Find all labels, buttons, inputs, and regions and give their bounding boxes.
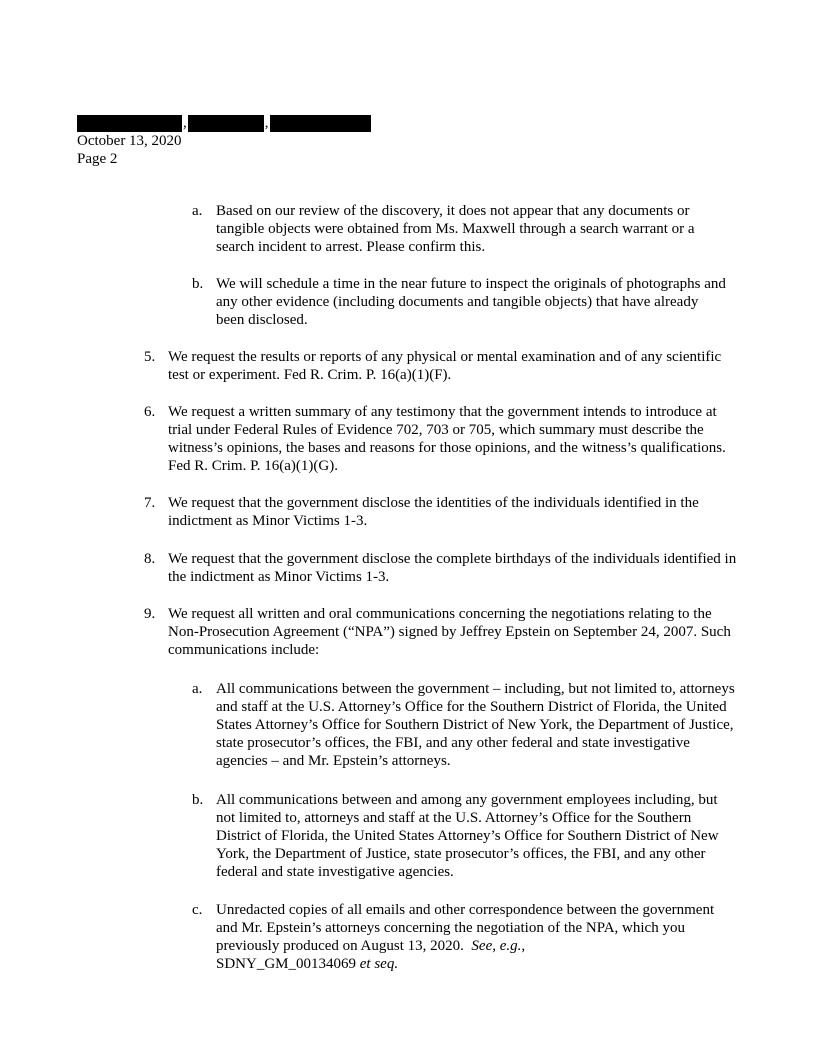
redaction-block — [188, 115, 264, 132]
sub-item-9b — [192, 791, 738, 881]
list-item-5 — [144, 348, 738, 384]
sub-item-text: Based on our review of the discovery, it does not appear that any documents or tangible objects were obtained from Ms. Maxwell through a search warrant or a search incident to arrest. Please confirm this. — [216, 203, 695, 255]
item-marker: 5. — [144, 349, 156, 365]
sub-item-9a — [192, 680, 738, 770]
sub-item-marker: a. — [192, 681, 203, 697]
letter-header — [77, 114, 477, 168]
item-marker: 7. — [144, 495, 156, 511]
letter-date: October 13, 2020 — [77, 133, 182, 149]
redacted-addressee-line — [77, 114, 477, 132]
sub-item-text: We will schedule a time in the near future to inspect the originals of photographs and any other evidence (including documents and tangible objects) that have already been disclosed. — [216, 276, 726, 328]
list-item-7 — [144, 494, 738, 530]
sub-item-marker: c. — [192, 902, 203, 918]
separator: , — [183, 115, 187, 131]
item-text: We request a written summary of any testimony that the government intends to introduce at trial under Federal Rules of Evidence 702, 703 or 705, which summary must describe the witness’s opinions, the bases and reasons for those opinions, and the witness’s qualifications. Fed R. Crim. P. 16(a)(1)(G). — [168, 404, 726, 474]
sub-item-text: All communications between and among any government employees including, but not limited to, attorneys and staff at the U.S. Attorney’s Office for the Southern District of Florida, the United States Attorney’s Office for Southern District of New York, the Department of Justice, state prosecutor’s offices, the FBI, and any other federal and state investigative agencies. — [216, 792, 719, 880]
sub-item-body: Unredacted copies of all emails and other correspondence between the government and Mr. Epstein’s attorneys concerning the negotiation of the NPA, which you previously produced on August 13, 2020. — [216, 902, 715, 954]
sub-item-marker: a. — [192, 203, 203, 219]
sub-item-marker: b. — [192, 792, 204, 808]
list-item-8 — [144, 550, 738, 586]
sub-item-text: All communications between the government – including, but not limited to, attorneys and staff at the U.S. Attorney’s Office for the Southern District of Florida, the United States Attorney’s Office for Southern District of New York, the Department of Justice, state prosecutor’s offices, the FBI, and any other federal and state investigative agencies – and Mr. Epstein’s attorneys. — [216, 681, 735, 769]
page-number: Page 2 — [77, 151, 118, 167]
item-text: We request that the government disclose the complete birthdays of the individuals identified in the indictment as Minor Victims 1-3. — [168, 551, 737, 585]
redaction-block — [270, 115, 371, 132]
sub-item-4b — [192, 275, 728, 329]
bates-citation: SDNY_GM_00134069 — [216, 956, 357, 972]
item-text: We request that the government disclose the identities of the individuals identified in the indictment as Minor Victims 1-3. — [168, 495, 699, 529]
redaction-block — [77, 115, 182, 132]
sub-item-text — [216, 901, 738, 973]
item-marker: 9. — [144, 606, 156, 622]
list-item-9 — [144, 605, 738, 659]
sub-item-marker: b. — [192, 276, 204, 292]
list-item-6 — [144, 403, 738, 475]
sub-item-4a — [192, 202, 728, 256]
citation-suffix: et seq. — [359, 956, 399, 972]
item-text: We request all written and oral communications concerning the negotiations relating to the Non-Prosecution Agreement (“NPA”) signed by Jeffrey Epstein on September 24, 2007. Such communications include: — [168, 606, 731, 658]
item-marker: 8. — [144, 551, 156, 567]
separator: , — [264, 115, 269, 131]
item-marker: 6. — [144, 404, 156, 420]
item-text: We request the results or reports of any physical or mental examination and of any scientific test or experiment. Fed R. Crim. P. 16(a)(1)(F). — [168, 349, 722, 383]
citation-signal: See, e.g., — [471, 938, 526, 954]
sub-item-9c — [192, 901, 738, 973]
